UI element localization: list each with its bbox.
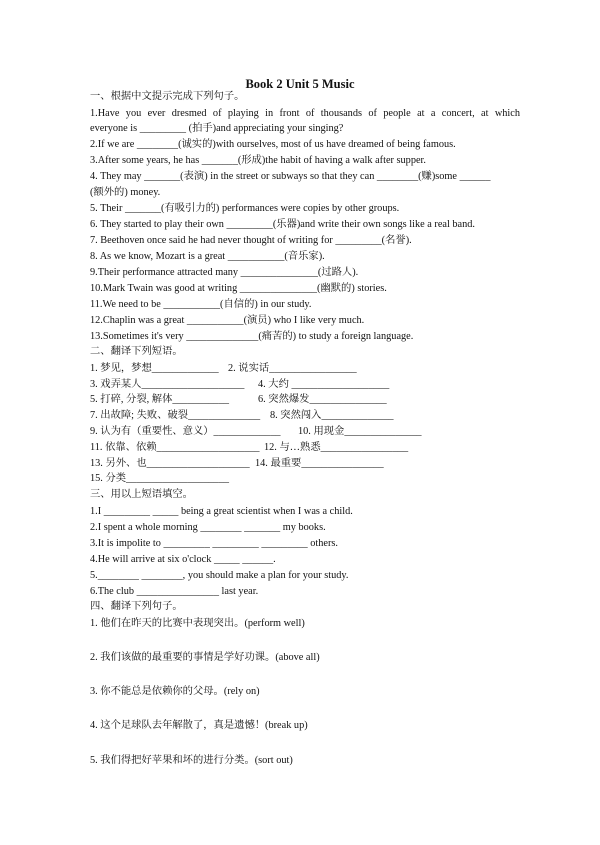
phrase-5: 5. 打碎, 分裂, 解体___________ [90,394,230,405]
s1-q4-line1: 4. They may _______(表演) in the street or subways so that they can ________(赚)some ______ [90,171,491,182]
section-2-heading: 二、翻译下列短语。 [90,346,183,357]
s1-q1-line2: everyone is _________ (拍手)and appreciating your singing? [90,123,344,134]
s4-q2: 2. 我们该做的最重要的事情是学好功课。(above all) [90,652,320,663]
s3-q3: 3.It is impolite to _________ _________ _________ others. [90,538,338,549]
phrase-8: 8. 突然闯入______________ [270,410,394,421]
phrase-6: 6. 突然爆发_______________ [258,394,387,405]
s1-q9: 9.Their performance attracted many _______________(过路人). [90,267,359,278]
s4-q4: 4. 这个足球队去年解散了，真是遗憾！(break up) [90,720,308,731]
s2-row-1 [90,362,520,376]
s1-q8: 8. As we know, Mozart is a great ___________(音乐家). [90,251,325,262]
phrase-7: 7. 出故障; 失败、破裂______________ [90,410,261,421]
s1-q1-line1: 1.Have you ever dresmed of playing in front of thousands of people at a concert, at which [90,108,520,119]
phrase-11: 11. 依靠、依赖____________________ [90,442,260,453]
phrase-4: 4. 大约 ___________________ [258,379,390,390]
section-4-heading: 四、翻译下列句子。 [90,601,183,612]
section-1-heading: 一、根据中文提示完成下列句子。 [90,91,245,102]
s1-q6: 6. They started to play their own _________(乐器)and write their own songs like a real band. [90,219,475,230]
phrase-1: 1. 梦见，梦想_____________ [90,363,219,374]
phrase-10: 10. 用现金_______________ [298,426,422,437]
s2-row-7 [90,457,520,471]
s1-q3: 3.After some years, he has _______(形成)the habit of having a walk after supper. [90,155,426,166]
phrase-2: 2. 说实话_________________ [228,363,357,374]
s4-q1: 1. 他们在昨天的比赛中表现突出。(perform well) [90,618,305,629]
s1-q13: 13.Sometimes it's very ______________(痛苦的) to study a foreign language. [90,331,414,342]
s2-row-3 [90,393,520,407]
s1-q11: 11.We need to be ___________(自信的) in our study. [90,299,312,310]
phrase-9: 9. 认为有（重要性、意义）_____________ [90,426,281,437]
phrase-3: 3. 戏弄某人____________________ [90,379,245,390]
s1-q2: 2.If we are ________(诚实的)with ourselves, most of us have dreamed of being famous. [90,139,456,150]
s4-q5: 5. 我们得把好苹果和坏的进行分类。(sort out) [90,755,293,766]
s4-q3: 3. 你不能总是依赖你的父母。(rely on) [90,686,260,697]
s2-row-6 [90,441,520,455]
s1-q10: 10.Mark Twain was good at writing _______________(幽默的) stories. [90,283,387,294]
s3-q5: 5.________ ________, you should make a plan for your study. [90,570,349,581]
phrase-13: 13. 另外、也____________________ [90,458,250,469]
s3-q1: 1.I _________ _____ being a great scientist when I was a child. [90,506,353,517]
s2-row-2 [90,378,520,392]
s1-q7: 7. Beethoven once said he had never thought of writing for _________(名誉). [90,235,412,246]
s3-q4: 4.He will arrive at six o'clock _____ ______. [90,554,276,565]
s1-q12: 12.Chaplin was a great ___________(演员) who I like very much. [90,315,365,326]
page-title: Book 2 Unit 5 Music [245,77,355,91]
s3-q6: 6.The club ________________ last year. [90,586,259,597]
phrase-12: 12. 与…熟悉_________________ [264,442,409,453]
s1-q4-line2: (额外的) money. [90,187,161,198]
phrase-14: 14. 最重要________________ [255,458,384,469]
s2-row-8 [90,472,520,486]
s2-row-4 [90,409,520,423]
phrase-15: 15. 分类____________________ [90,473,230,484]
s1-q5: 5. Their _______(有吸引力的) performances were copies by other groups. [90,203,400,214]
s2-row-5 [90,425,520,439]
section-3-heading: 三、用以上短语填空。 [90,489,193,500]
s3-q2: 2.I spent a whole morning ________ _______ my books. [90,522,326,533]
